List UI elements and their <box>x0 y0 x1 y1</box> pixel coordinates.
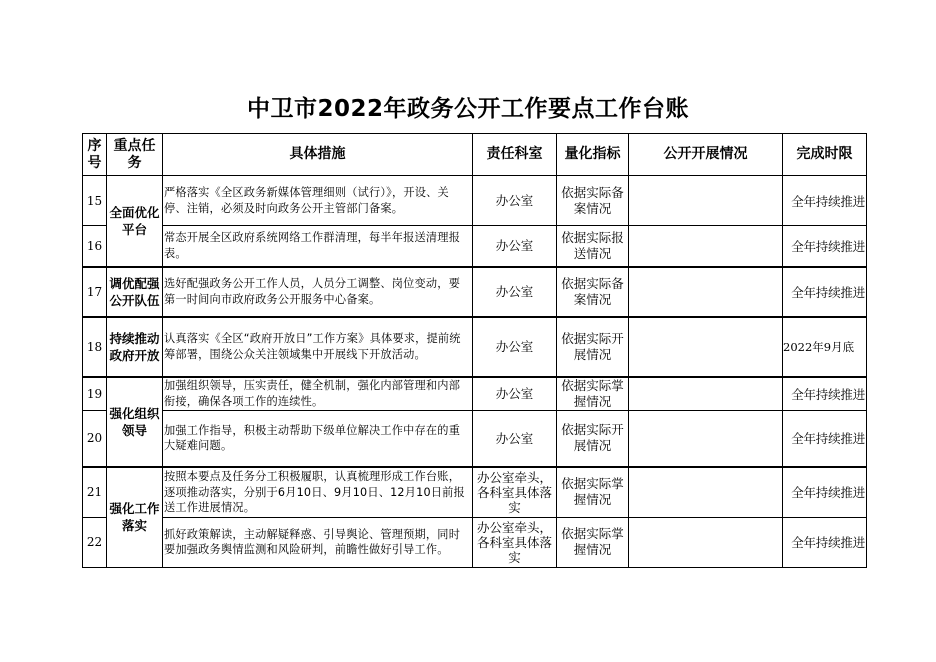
status-cell <box>629 377 783 411</box>
deadline-cell: 全年持续推进 <box>783 267 867 317</box>
measure-cell: 按照本要点及任务分工积极履职，认真梳理形成工作台账，逐项推动落实，分别于6月10日、9月10日、12月10日前报送工作进展情况。 <box>163 467 473 517</box>
header-measure: 具体措施 <box>163 134 473 176</box>
task-cell: 持续推动政府开放 <box>107 317 163 377</box>
row-no: 16 <box>83 226 107 267</box>
status-cell <box>629 176 783 226</box>
deadline-cell: 全年持续推进 <box>783 176 867 226</box>
row-no: 21 <box>83 467 107 517</box>
measure-cell: 认真落实《全区“政府开放日”工作方案》具体要求，提前统筹部署，围绕公众关注领域集中开展线下开放活动。 <box>163 317 473 377</box>
header-dept: 责任科室 <box>473 134 557 176</box>
dept-cell: 办公室 <box>473 377 557 411</box>
dept-cell: 办公室 <box>473 317 557 377</box>
deadline-cell: 全年持续推进 <box>783 517 867 567</box>
work-ledger-table <box>82 133 867 568</box>
measure-cell: 加强工作指导，积极主动帮助下级单位解决工作中存在的重大疑难问题。 <box>163 410 473 467</box>
row-no: 19 <box>83 377 107 411</box>
deadline-cell: 全年持续推进 <box>783 467 867 517</box>
table-row <box>83 267 867 317</box>
header-indicator: 量化指标 <box>557 134 629 176</box>
indicator-cell: 依据实际备案情况 <box>557 267 629 317</box>
row-no: 22 <box>83 517 107 567</box>
indicator-cell: 依据实际掌握情况 <box>557 517 629 567</box>
indicator-cell: 依据实际开展情况 <box>557 410 629 467</box>
table-row <box>83 410 867 467</box>
status-cell <box>629 226 783 267</box>
header-no: 序号 <box>83 134 107 176</box>
table-row <box>83 317 867 377</box>
task-cell: 调优配强公开队伍 <box>107 267 163 317</box>
header-deadline: 完成时限 <box>783 134 867 176</box>
indicator-cell: 依据实际备案情况 <box>557 176 629 226</box>
table-row <box>83 176 867 226</box>
indicator-cell: 依据实际报送情况 <box>557 226 629 267</box>
status-cell <box>629 410 783 467</box>
row-no: 15 <box>83 176 107 226</box>
indicator-cell: 依据实际掌握情况 <box>557 377 629 411</box>
dept-cell: 办公室牵头，各科室具体落实 <box>473 467 557 517</box>
measure-cell: 严格落实《全区政务新媒体管理细则（试行）》，开设、关停、注销，必须及时向政务公开主管部门备案。 <box>163 176 473 226</box>
header-task: 重点任务 <box>107 134 163 176</box>
dept-cell: 办公室 <box>473 176 557 226</box>
task-cell: 强化工作落实 <box>107 467 163 567</box>
measure-cell: 抓好政策解读，主动解疑释惑、引导舆论、管理预期，同时要加强政务舆情监测和风险研判，前瞻性做好引导工作。 <box>163 517 473 567</box>
header-row <box>83 134 867 176</box>
table-row <box>83 226 867 267</box>
status-cell <box>629 267 783 317</box>
document-title: 中卫市2022年政务公开工作要点工作台账 <box>246 96 689 122</box>
row-no: 20 <box>83 410 107 467</box>
measure-cell: 选好配强政务公开工作人员，人员分工调整、岗位变动，要第一时间向市政府政务公开服务中心备案。 <box>163 267 473 317</box>
dept-cell: 办公室 <box>473 267 557 317</box>
status-cell <box>629 317 783 377</box>
table-row <box>83 377 867 411</box>
indicator-cell: 依据实际开展情况 <box>557 317 629 377</box>
deadline-cell: 全年持续推进 <box>783 226 867 267</box>
deadline-cell: 全年持续推进 <box>783 410 867 467</box>
dept-cell: 办公室牵头，各科室具体落实 <box>473 517 557 567</box>
table-row <box>83 467 867 517</box>
measure-cell: 加强组织领导，压实责任，健全机制，强化内部管理和内部衔接，确保各项工作的连续性。 <box>163 377 473 411</box>
task-cell: 强化组织领导 <box>107 377 163 468</box>
measure-cell: 常态开展全区政府系统网络工作群清理，每半年报送清理报表。 <box>163 226 473 267</box>
status-cell <box>629 517 783 567</box>
row-no: 18 <box>83 317 107 377</box>
status-cell <box>629 467 783 517</box>
indicator-cell: 依据实际掌握情况 <box>557 467 629 517</box>
header-status: 公开开展情况 <box>629 134 783 176</box>
deadline-cell: 全年持续推进 <box>783 377 867 411</box>
deadline-cell: 2022年9月底 <box>783 317 867 377</box>
task-cell: 全面优化平台 <box>107 176 163 267</box>
dept-cell: 办公室 <box>473 226 557 267</box>
row-no: 17 <box>83 267 107 317</box>
dept-cell: 办公室 <box>473 410 557 467</box>
table-row <box>83 517 867 567</box>
